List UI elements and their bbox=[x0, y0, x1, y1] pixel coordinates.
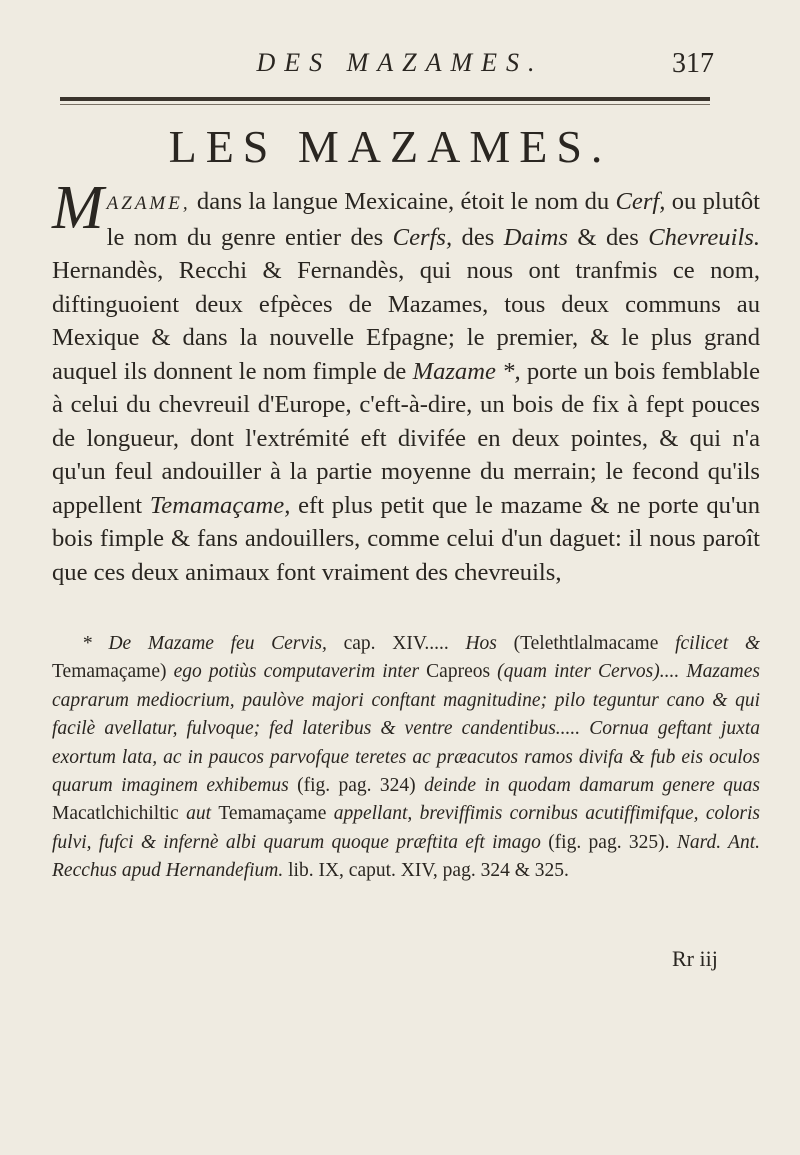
chapter-title: LES MAZAMES. bbox=[168, 121, 612, 172]
footnote-run: Hos bbox=[465, 633, 497, 654]
footnote-run: fcilicet & bbox=[675, 633, 760, 654]
footnote-run: lib. IX, caput. XIV, pag. 324 & 325. bbox=[283, 860, 569, 882]
footnote-run: (fig. pag. 324) bbox=[297, 775, 425, 797]
footnote-run: Temamaçame bbox=[218, 803, 334, 825]
footnote bbox=[52, 630, 760, 886]
page-number: 317 bbox=[672, 48, 714, 79]
text-run: porte un bois femblable à celui du chevreuil d'Europe, c'eft-à-dire, un bois de fix à fept pouces de longueur, dont l'extrémité eft divifée en deux pointes, & qui n'a qu'un feul andouiller à la partie moyenne du merrain; le fecond qu'ils appellent bbox=[52, 357, 760, 519]
footnote-run: ego potiùs computaverim inter bbox=[173, 661, 427, 683]
term-temamacame: Temamaçame, bbox=[149, 491, 291, 519]
text-run: des bbox=[452, 223, 504, 251]
footnote-run: Nard. Ant. Recchus apud Hernandefium. bbox=[52, 831, 760, 882]
footnote-run: * De Mazame feu Cervis, bbox=[82, 633, 327, 654]
drop-initial: M bbox=[52, 174, 104, 242]
footnote-run: Macatlchichiltic bbox=[52, 803, 187, 825]
footnote-run: (quam inter Cervos).... Mazames caprarum mediocrium, paulòve majori conftant magnitudine; pilo teguntur cano & qui facilè avellatur, fulvoque; fed lateribus & ventre candentibus..... Cornua geftant juxta exortum lata, ac in paucos parvofque teretes ac præacutos ramos divifa & fub eis oculos quarum imaginem exhibemus bbox=[52, 661, 760, 797]
text-run: ou plutôt le nom du genre entier des bbox=[106, 188, 760, 251]
footnote-run: (fig. pag. 325). bbox=[548, 831, 677, 853]
term-cerf: Cerf, bbox=[615, 188, 666, 215]
term-daims: Daims bbox=[503, 223, 568, 251]
term-chevreuils: Chevreuils. bbox=[648, 223, 760, 251]
footnote-run: (Telethtlalmacame bbox=[496, 633, 676, 654]
header-rule-thin bbox=[60, 104, 710, 105]
main-paragraph bbox=[52, 174, 760, 589]
header-rule bbox=[60, 97, 710, 101]
running-title: DES MAZAMES. bbox=[256, 48, 544, 77]
text-run: eft plus petit que le mazame & ne porte qu'un bois fimple & fans andouillers, comme celui d'un daguet: il nous paroît que ces deux animaux font vraiment des chevreuils, bbox=[52, 491, 760, 586]
lead-word: AZAME, bbox=[106, 193, 191, 214]
term-cerfs: Cerfs, bbox=[392, 223, 453, 251]
footnote-run: Temamaçame) bbox=[52, 661, 174, 683]
footnote-run: deinde in quodam damarum genere quas bbox=[424, 775, 760, 797]
footnote-run: cap. XIV..... bbox=[326, 633, 466, 654]
signature-mark: Rr iij bbox=[672, 946, 718, 971]
term-mazame: Mazame *, bbox=[412, 357, 521, 385]
text-run: Hernandès, Recchi & Fernandès, qui nous ont tranfmis ce nom, diftinguoient deux efpèces de Mazames, tous deux communs au Mexique & dans la nouvelle Efpagne; le premier, & le plus grand auquel ils donnent le nom fimple de bbox=[52, 257, 760, 385]
footnote-run: appellant, breviffimis cornibus acutiffimifque, coloris fulvi, fufci & infernè albi quarum quoque præftita eft imago bbox=[52, 803, 761, 853]
footnote-run: Capreos bbox=[426, 661, 498, 683]
text-run: dans la langue Mexicaine, étoit le nom du bbox=[190, 188, 616, 215]
text-run: & des bbox=[568, 223, 649, 251]
footnote-run: aut bbox=[186, 803, 219, 825]
